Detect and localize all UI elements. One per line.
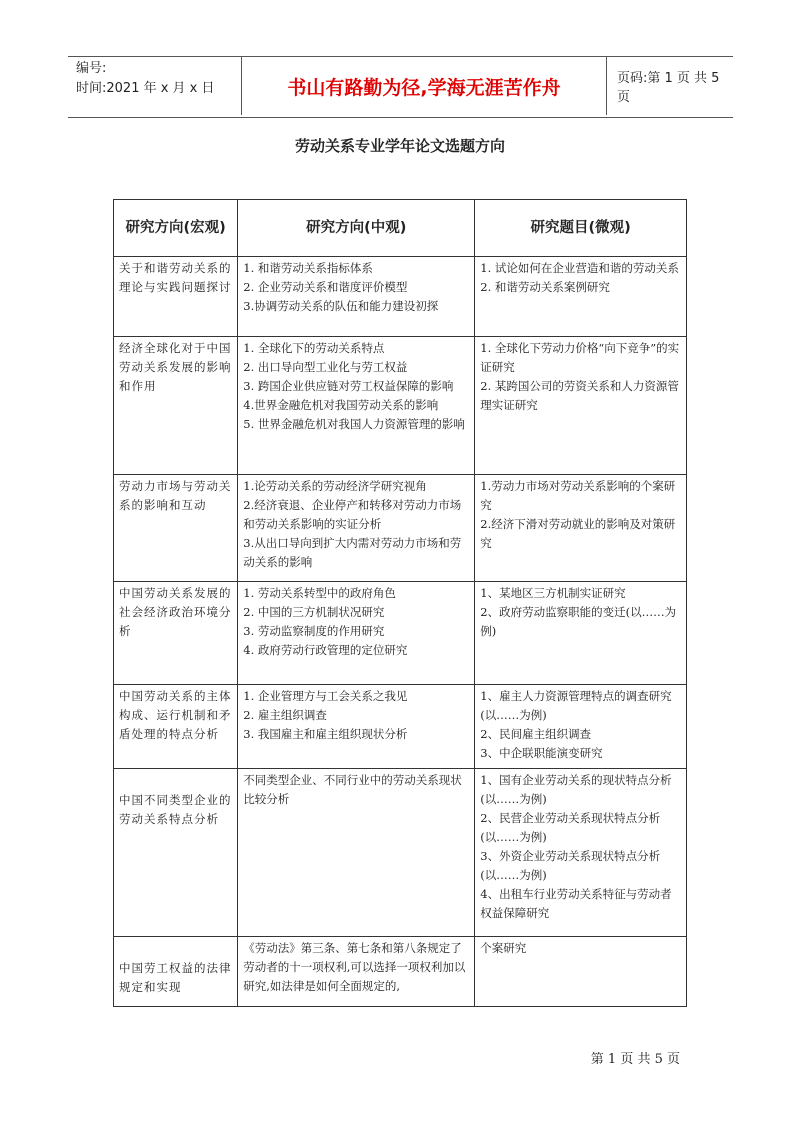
table-row xyxy=(114,257,687,337)
topic-item: 2、民间雇主组织调查 xyxy=(480,727,592,741)
topic-item: 4.世界金融危机对我国劳动关系的影响 xyxy=(243,398,439,412)
micro-direction-cell xyxy=(475,769,687,937)
topic-item: 2. 和谐劳动关系案例研究 xyxy=(480,280,610,294)
micro-direction-cell xyxy=(475,475,687,582)
topic-item: 3.从出口导向到扩大内需对劳动力市场和劳动关系的影响 xyxy=(243,536,462,569)
meso-direction-cell xyxy=(238,337,475,475)
topic-item: 1.论劳动关系的劳动经济学研究视角 xyxy=(243,479,427,493)
macro-direction-cell: 中国不同类型企业的劳动关系特点分析 xyxy=(114,769,238,937)
document-title: 劳动关系专业学年论文选题方向 xyxy=(294,137,505,155)
topics-table xyxy=(113,199,687,1007)
document-time-label: 时间:2021 年 x 月 x 日 xyxy=(76,81,215,96)
meso-direction-cell xyxy=(238,769,475,937)
page-footer: 第 1 页 共 5 页 xyxy=(590,1052,680,1067)
topic-item: 1、雇主人力资源管理特点的调查研究(以……为例) xyxy=(480,689,672,722)
micro-direction-cell xyxy=(475,685,687,769)
topic-item: 1. 全球化下劳动力价格“向下竞争”的实证研究 xyxy=(480,341,680,374)
table-row xyxy=(114,337,687,475)
micro-direction-cell xyxy=(475,582,687,685)
topic-item: 3. 我国雇主和雇主组织现状分析 xyxy=(243,727,408,741)
meso-direction-cell xyxy=(238,582,475,685)
macro-direction-cell: 中国劳动关系的主体构成、运行机制和矛盾处理的特点分析 xyxy=(114,685,238,769)
macro-direction-cell: 中国劳工权益的法律规定和实现 xyxy=(114,937,238,1007)
page-header xyxy=(68,56,733,118)
topic-item: 1.劳动力市场对劳动关系影响的个案研究 xyxy=(480,479,676,512)
document-number-label: 编号: xyxy=(76,61,107,76)
topic-item: 3.协调劳动关系的队伍和能力建设初探 xyxy=(243,299,439,313)
table-row xyxy=(114,769,687,937)
topic-item: 2. 雇主组织调查 xyxy=(243,708,327,722)
table-row xyxy=(114,582,687,685)
topic-item: 《劳动法》第三条、第七条和第八条规定了劳动者的十一项权利,可以选择一项权利加以研究,如法律是如何全面规定的, xyxy=(243,941,466,993)
header-slogan: 书山有路勤为径,学海无涯苦作舟 xyxy=(241,57,607,115)
topic-item: 4、出租车行业劳动关系特征与劳动者权益保障研究 xyxy=(480,887,672,920)
topic-item: 5. 世界金融危机对我国人力资源管理的影响 xyxy=(243,417,465,431)
header-info xyxy=(76,59,215,99)
table-header-row xyxy=(114,200,687,257)
table-row xyxy=(114,475,687,582)
topic-item: 4. 政府劳动行政管理的定位研究 xyxy=(243,643,408,657)
topic-item: 2、政府劳动监察职能的变迁(以……为例) xyxy=(480,605,677,638)
topic-item: 1. 劳动关系转型中的政府角色 xyxy=(243,586,396,600)
macro-direction-cell: 劳动力市场与劳动关系的影响和互动 xyxy=(114,475,238,582)
meso-direction-cell xyxy=(238,257,475,337)
macro-direction-cell: 关于和谐劳动关系的理论与实践问题探讨 xyxy=(114,257,238,337)
topic-item: 个案研究 xyxy=(480,941,527,955)
meso-direction-cell xyxy=(238,685,475,769)
topic-item: 2、民营企业劳动关系现状特点分析(以……为例) xyxy=(480,811,661,844)
topic-item: 不同类型企业、不同行业中的劳动关系现状比较分析 xyxy=(243,773,462,806)
meso-direction-cell xyxy=(238,937,475,1007)
macro-direction-cell: 中国劳动关系发展的社会经济政治环境分析 xyxy=(114,582,238,685)
header-meso: 研究方向(中观) xyxy=(238,200,475,257)
micro-direction-cell xyxy=(475,937,687,1007)
topic-item: 1、某地区三方机制实证研究 xyxy=(480,586,626,600)
topic-item: 1. 和谐劳动关系指标体系 xyxy=(243,261,373,275)
topic-item: 2. 出口导向型工业化与劳工权益 xyxy=(243,360,408,374)
topic-item: 2. 中国的三方机制状况研究 xyxy=(243,605,385,619)
topic-item: 2.经济下滑对劳动就业的影响及对策研究 xyxy=(480,517,676,550)
topic-item: 1. 全球化下的劳动关系特点 xyxy=(243,341,385,355)
topic-item: 1. 企业管理方与工会关系之我见 xyxy=(243,689,408,703)
meso-direction-cell xyxy=(238,475,475,582)
header-micro: 研究题目(微观) xyxy=(475,200,687,257)
topic-item: 2. 企业劳动关系和谐度评价模型 xyxy=(243,280,408,294)
topic-item: 3. 劳动监察制度的作用研究 xyxy=(243,624,385,638)
header-page-label: 页码:第 1 页 共 5 页 xyxy=(617,71,720,105)
table-row xyxy=(114,937,687,1007)
topic-item: 2.经济衰退、企业停产和转移对劳动力市场和劳动关系影响的实证分析 xyxy=(243,498,462,531)
topic-item: 1、国有企业劳动关系的现状特点分析(以……为例) xyxy=(480,773,672,806)
table-row xyxy=(114,685,687,769)
header-macro: 研究方向(宏观) xyxy=(114,200,238,257)
topic-item: 3、外资企业劳动关系现状特点分析(以……为例) xyxy=(480,849,661,882)
macro-direction-cell: 经济全球化对于中国劳动关系发展的影响和作用 xyxy=(114,337,238,475)
topic-item: 3、中企联职能演变研究 xyxy=(480,746,603,760)
topic-item: 1. 试论如何在企业营造和谐的劳动关系 xyxy=(480,261,679,275)
topic-item: 3. 跨国企业供应链对劳工权益保障的影响 xyxy=(243,379,454,393)
topic-item: 2. 某跨国公司的劳资关系和人力资源管理实证研究 xyxy=(480,379,679,412)
micro-direction-cell xyxy=(475,257,687,337)
micro-direction-cell xyxy=(475,337,687,475)
